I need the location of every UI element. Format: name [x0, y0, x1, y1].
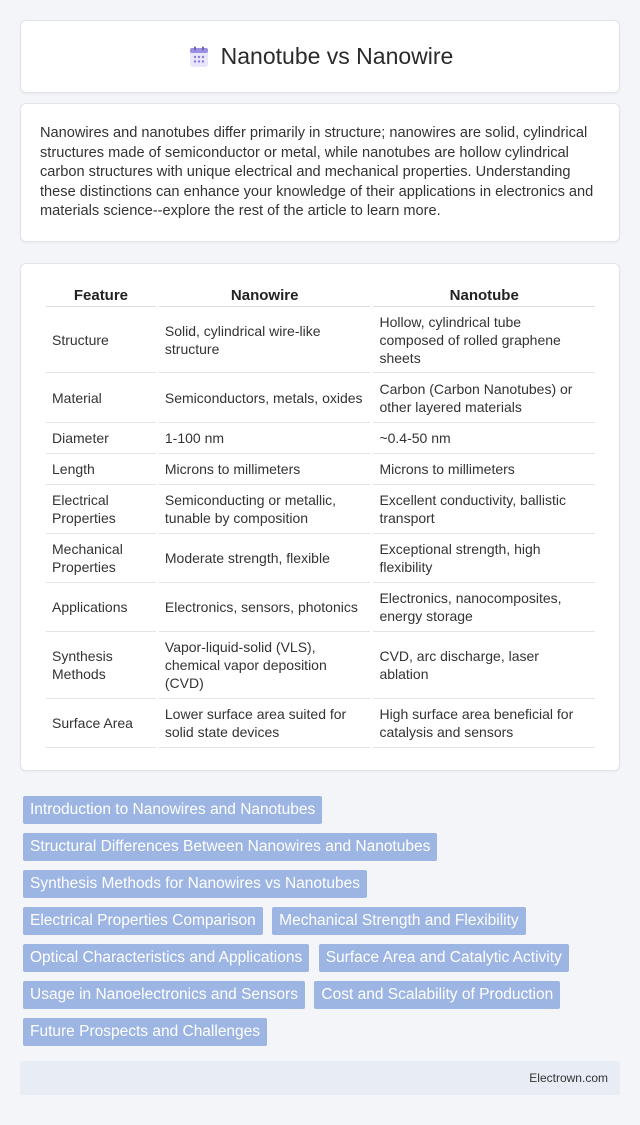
nanotube-cell: Electronics, nanocomposites, energy storage [373, 583, 595, 632]
table-row [46, 699, 595, 748]
feature-cell: Diameter [46, 423, 156, 454]
intro-text: Nanowires and nanotubes differ primarily in structure; nanowires are solid, cylindrical structures made of semiconductor or metal, while nanotubes are hollow cylindrical carbon structures with unique electrical and mechanical properties. Understanding these distinctions can enhance your knowledge of their applications in electronics and materials science--explore the rest of the article to learn more. [40, 125, 594, 220]
nanotube-cell: ~0.4-50 nm [373, 423, 595, 454]
table-row [46, 373, 595, 423]
nanotube-cell: Hollow, cylindrical tube composed of rolled graphene sheets [373, 307, 595, 373]
feature-cell: Synthesis Methods [46, 632, 156, 699]
tag-link[interactable]: Introduction to Nanowires and Nanotubes [23, 796, 322, 824]
footer [20, 1061, 620, 1095]
nanowire-cell: Semiconductors, metals, oxides [159, 373, 371, 423]
nanotube-cell: Carbon (Carbon Nanotubes) or other layered materials [373, 373, 595, 423]
nanotube-cell: High surface area beneficial for catalysis and sensors [373, 699, 595, 748]
feature-cell: Material [46, 373, 156, 423]
tag-link[interactable]: Surface Area and Catalytic Activity [319, 944, 569, 972]
tag-link[interactable]: Usage in Nanoelectronics and Sensors [23, 981, 305, 1009]
table-row [46, 534, 595, 583]
table-row [46, 423, 595, 454]
feature-cell: Applications [46, 583, 156, 632]
page-header [20, 20, 620, 93]
tag-link[interactable]: Optical Characteristics and Applications [23, 944, 309, 972]
table-row [46, 632, 595, 699]
nanowire-cell: Electronics, sensors, photonics [159, 583, 371, 632]
tag-link[interactable]: Cost and Scalability of Production [314, 981, 560, 1009]
tag-link[interactable]: Structural Differences Between Nanowires and Nanotubes [23, 833, 437, 861]
page-title: Nanotube vs Nanowire [220, 43, 454, 69]
feature-cell: Electrical Properties [46, 485, 156, 534]
footer-brand[interactable]: Electrown.com [529, 1071, 608, 1085]
nanowire-cell: Microns to millimeters [159, 454, 371, 485]
nanotube-cell: CVD, arc discharge, laser ablation [373, 632, 595, 699]
nanowire-cell: Vapor-liquid-solid (VLS), chemical vapor deposition (CVD) [159, 632, 371, 699]
table-header-row [46, 284, 595, 307]
table-row [46, 485, 595, 534]
tag-link[interactable]: Electrical Properties Comparison [23, 907, 263, 935]
feature-cell: Surface Area [46, 699, 156, 748]
feature-cell: Mechanical Properties [46, 534, 156, 583]
nanowire-cell: Semiconducting or metallic, tunable by composition [159, 485, 371, 534]
tag-link[interactable]: Synthesis Methods for Nanowires vs Nanotubes [23, 870, 367, 898]
column-header-nanowire: Nanowire [159, 284, 371, 307]
topic-tags [23, 796, 617, 1055]
nanowire-cell: 1-100 nm [159, 423, 371, 454]
nanowire-cell: Lower surface area suited for solid state devices [159, 699, 371, 748]
table-row [46, 454, 595, 485]
nanotube-cell: Microns to millimeters [373, 454, 595, 485]
tag-link[interactable]: Mechanical Strength and Flexibility [272, 907, 526, 935]
nanotube-cell: Excellent conductivity, ballistic transport [373, 485, 595, 534]
nanowire-cell: Solid, cylindrical wire-like structure [159, 307, 371, 373]
comparison-card [20, 263, 620, 771]
tag-link[interactable]: Future Prospects and Challenges [23, 1018, 267, 1046]
nanotube-cell: Exceptional strength, high flexibility [373, 534, 595, 583]
intro-card [20, 103, 620, 242]
nanowire-cell: Moderate strength, flexible [159, 534, 371, 583]
document-icon [187, 45, 211, 69]
table-row [46, 583, 595, 632]
table-row [46, 307, 595, 373]
feature-cell: Structure [46, 307, 156, 373]
column-header-feature: Feature [46, 284, 156, 307]
comparison-table [43, 284, 598, 748]
feature-cell: Length [46, 454, 156, 485]
column-header-nanotube: Nanotube [373, 284, 595, 307]
